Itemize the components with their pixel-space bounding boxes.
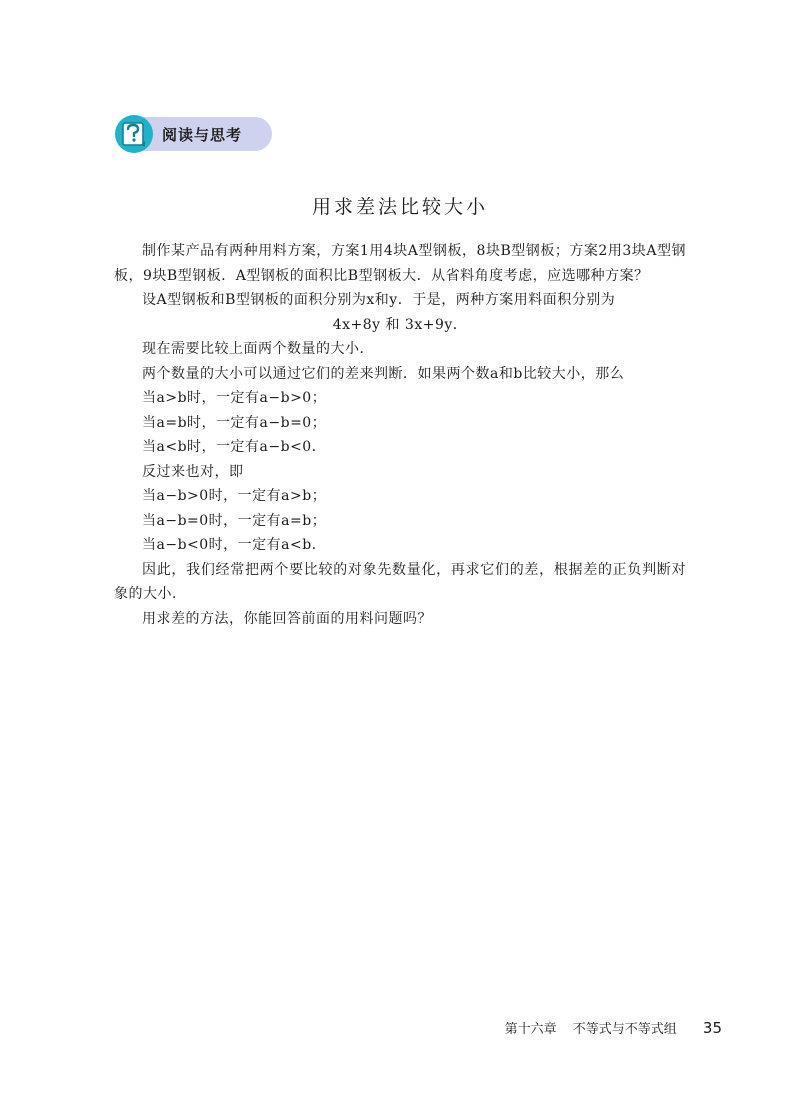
paragraph: 现在需要比较上面两个数量的大小． [142,341,374,357]
paragraph: 设A型钢板和B型钢板的面积分别为x和y．于是，两种方案用料面积分别为 [142,292,616,308]
section-badge [114,114,272,154]
article-body [114,239,686,631]
condition-line: 当a=b时，一定有a−b=0； [142,414,327,431]
condition-line: 当a−b<0时，一定有a<b． [142,537,327,553]
question-book-icon [114,114,154,154]
chapter-number: 第十六章 [504,1022,557,1037]
condition-line: 当a−b=0时，一定有a=b； [142,512,327,529]
paragraph: 两个数量的大小可以通过它们的差来判断．如果两个数a和b比较大小，那么 [142,365,625,382]
chapter-title: 不等式与不等式组 [572,1022,677,1037]
condition-line: 当a>b时，一定有a−b>0； [142,390,327,406]
article-title: 用求差法比较大小 [311,196,488,218]
paragraph: 制作某产品有两种用料方案，方案1用4块A型钢板，8块B型钢板；方案2用3块A型钢板，9块B型钢板．A型钢板的面积比B型钢板大．从省料角度考虑，应选哪种方案？ [114,243,686,284]
badge-label: 阅读与思考 [162,126,243,144]
condition-line: 当a−b>0时，一定有a>b； [142,488,327,504]
page-footer [505,1018,722,1037]
page-number: 35 [702,1019,722,1037]
condition-line: 当a<b时，一定有a−b<0． [142,439,327,455]
paragraph: 用求差的方法，你能回答前面的用料问题吗？ [142,610,432,627]
formula-line: 4x+8y 和 3x+9y． [332,316,468,333]
paragraph: 反过来也对，即 [142,463,244,480]
paragraph: 因此，我们经常把两个要比较的对象先数量化，再求它们的差，根据差的正负判断对象的大小． [114,561,686,602]
